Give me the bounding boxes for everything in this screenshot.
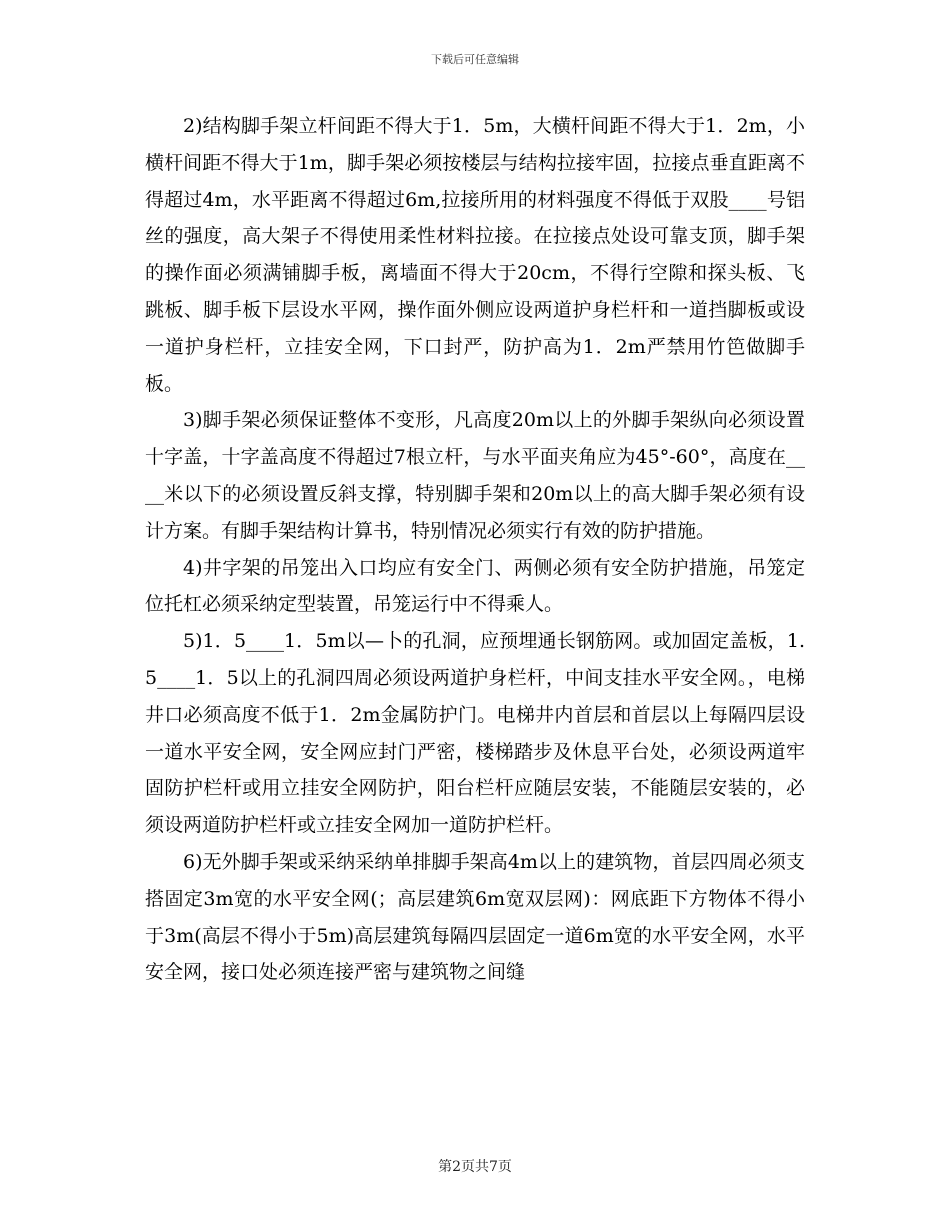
paragraph-2: 2)结构脚手架立杆间距不得大于1．5m，大横杆间距不得大于1．2m，小横杆间距不得大于1m，脚手架必须按楼层与结构拉接牢固，拉接点垂直距离不得超过4m，水平距离不得超过6m,拉接所用的材料强度不得低于双股____号铝丝的强度，高大架子不得使用柔性材料拉接。在拉接点处设可靠支顶，脚手架的操作面必须满铺脚手板，离墙面不得大于20cm，不得行空隙和探头板、飞跳板、脚手板下层设水平网，操作面外侧应设两道护身栏杆和一道挡脚板或设一道护身栏杆，立挂安全网，下口封严，防护高为1．2m严禁用竹笆做脚手板。 xyxy=(145,115,805,395)
paragraph-5: 5)1．5____1．5m以—卜的孔洞，应预埋通长钢筋网。或加固定盖板，1.5____1．5以上的孔洞四周必须设两道护身栏杆，中间支挂水平安全网。，电梯井口必须高度不低于1．2m金属防护门。电梯井内首层和首层以上每隔四层设一道水平安全网，安全网应封门严密，楼梯踏步及休息平台处，必须设两道牢固防护栏杆或用立挂安全网防护，阳台栏杆应随层安装，不能随层安装的，必须设两道防护栏杆或立挂安全网加一道防护栏杆。 xyxy=(145,630,805,837)
paragraph-4: 4)井字架的吊笼出入口均应有安全门、两侧必须有安全防护措施，吊笼定位托杠必须采纳定型装置，吊笼运行中不得乘人。 xyxy=(145,556,805,616)
paragraph-3: 3)脚手架必须保证整体不变形，凡高度20m以上的外脚手架纵向必须设置十字盖，十字盖高度不得超过7根立杆，与水平面夹角应为45°-60°，高度在____米以下的必须设置反斜支撑，特别脚手架和20m以上的高大脚手架必须有设计方案。有脚手架结构计算书，特别情况必须实行有效的防护措施。 xyxy=(145,409,805,542)
document-body xyxy=(145,108,805,991)
page-footer: 第2页共7页 xyxy=(438,1159,512,1175)
paragraph-6: 6)无外脚手架或采纳采纳单排脚手架高4m以上的建筑物，首层四周必须支搭固定3m宽的水平安全网(；高层建筑6m宽双层网)：网底距下方物体不得小于3m(高层不得小于5m)高层建筑每隔四层固定一道6m宽的水平安全网，水平安全网，接口处必须连接严密与建筑物之间缝 xyxy=(145,850,805,984)
page-header: 下载后可任意编辑 xyxy=(431,53,519,66)
